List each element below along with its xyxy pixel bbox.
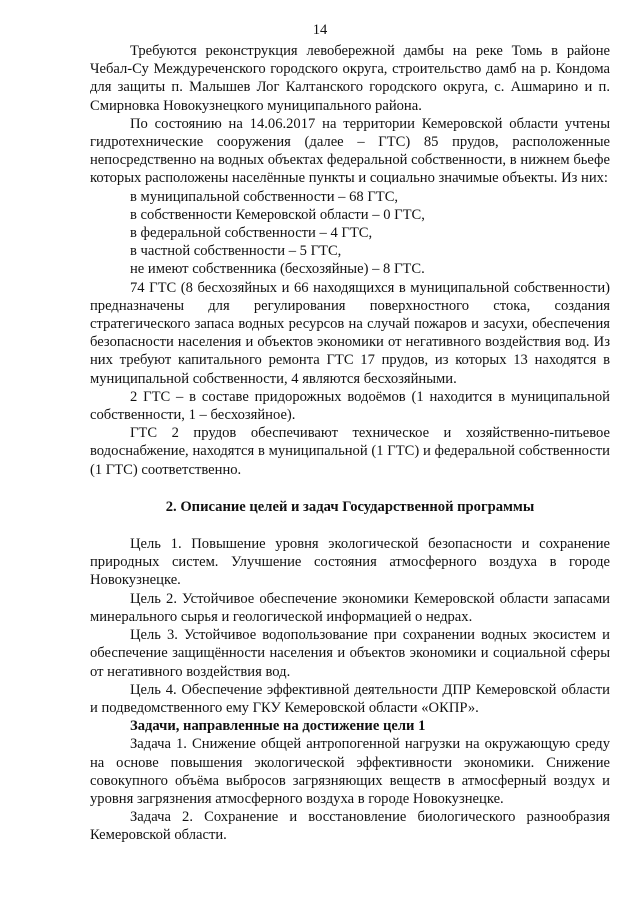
tasks-heading: Задачи, направленные на достижение цели 1: [130, 718, 426, 735]
page-number: 14: [312, 22, 328, 38]
goal-4: Цель 4. Обеспечение эффективной деятельности ДПР Кемеровской области и подведомственного ему ГКУ Кемеровской области «ОКПР».: [90, 681, 610, 716]
task-2: Задача 2. Сохранение и восстановление биологического разнообразия Кемеровской области.: [90, 809, 610, 844]
list-item: в федеральной собственности – 4 ГТС,: [130, 225, 373, 242]
list-item: в собственности Кемеровской области – 0 ГТС,: [130, 206, 425, 223]
list-item: в частной собственности – 5 ГТС,: [130, 243, 342, 260]
paragraph-2-ponds: ГТС 2 прудов обеспечивают техническое и хозяйственно-питьевое водоснабжение, находятся в муниципальной (1 ГТС) и федеральной собственности (1 ГТС) соответственно.: [90, 425, 610, 478]
paragraph-2-gts-roadside: 2 ГТС – в составе придорожных водоёмов (1 находится в муниципальной собственности, 1 – бесхозяйное).: [90, 388, 610, 424]
list-item: в муниципальной собственности – 68 ГТС,: [130, 188, 399, 205]
list-item: не имеют собственника (бесхозяйные) – 8 ГТС.: [130, 261, 425, 278]
ownership-list: [90, 188, 610, 279]
goal-1: Цель 1. Повышение уровня экологической безопасности и сохранение природных систем. Улучшение состояния атмосферного воздуха в городе Новокузнецке.: [90, 536, 610, 589]
section-heading: 2. Описание целей и задач Государственной программы: [165, 498, 535, 515]
goal-3: Цель 3. Устойчивое водопользование при сохранении водных экосистем и обеспечение защищённости населения и объектов экономики и социальной сферы от негативного воздействия вод.: [90, 627, 610, 680]
paragraph-gts-intro: По состоянию на 14.06.2017 на территории Кемеровской области учтены гидротехнические сооружения (далее – ГТС) 85 прудов, расположенные непосредственно на водных объектах федеральной собственности, в нижнем бьефе которых расположены населённые пункты и социально значимые объекты. Из них:: [90, 115, 610, 187]
task-1: Задача 1. Снижение общей антропогенной нагрузки на окружающую среду на основе повышения экологической эффективности экономики. Снижение совокупного объёма выбросов загрязняющих веществ в атмосферный воздух и уровня загрязнения атмосферного воздуха в городе Новокузнецке.: [90, 736, 610, 807]
paragraph-dams: Требуются реконструкция левобережной дамбы на реке Томь в районе Чебал-Су Междуреченского городского округа, строительство дамб на р. Кондома для защиты п. Малышев Лог Калтанского городского округа, с. Ашмарино и п. Смирновка Новокузнецкого муниципального района.: [90, 43, 610, 114]
goal-2: Цель 2. Устойчивое обеспечение экономики Кемеровской области запасами минерального сырья и геологической информацией о недрах.: [90, 590, 610, 625]
body-text: [90, 42, 610, 845]
paragraph-74-gts: 74 ГТС (8 бесхозяйных и 66 находящихся в муниципальной собственности) предназначены для регулирования поверхностного стока, создания стратегического запаса водных ресурсов на случай пожаров и засухи, обеспечения безопасности населения и объектов экономики от негативного воздействия вод. Из них требуют капитального ремонта ГТС 17 прудов, из которых 13 находятся в муниципальной собственности, 4 являются бесхозяйными.: [90, 279, 610, 387]
